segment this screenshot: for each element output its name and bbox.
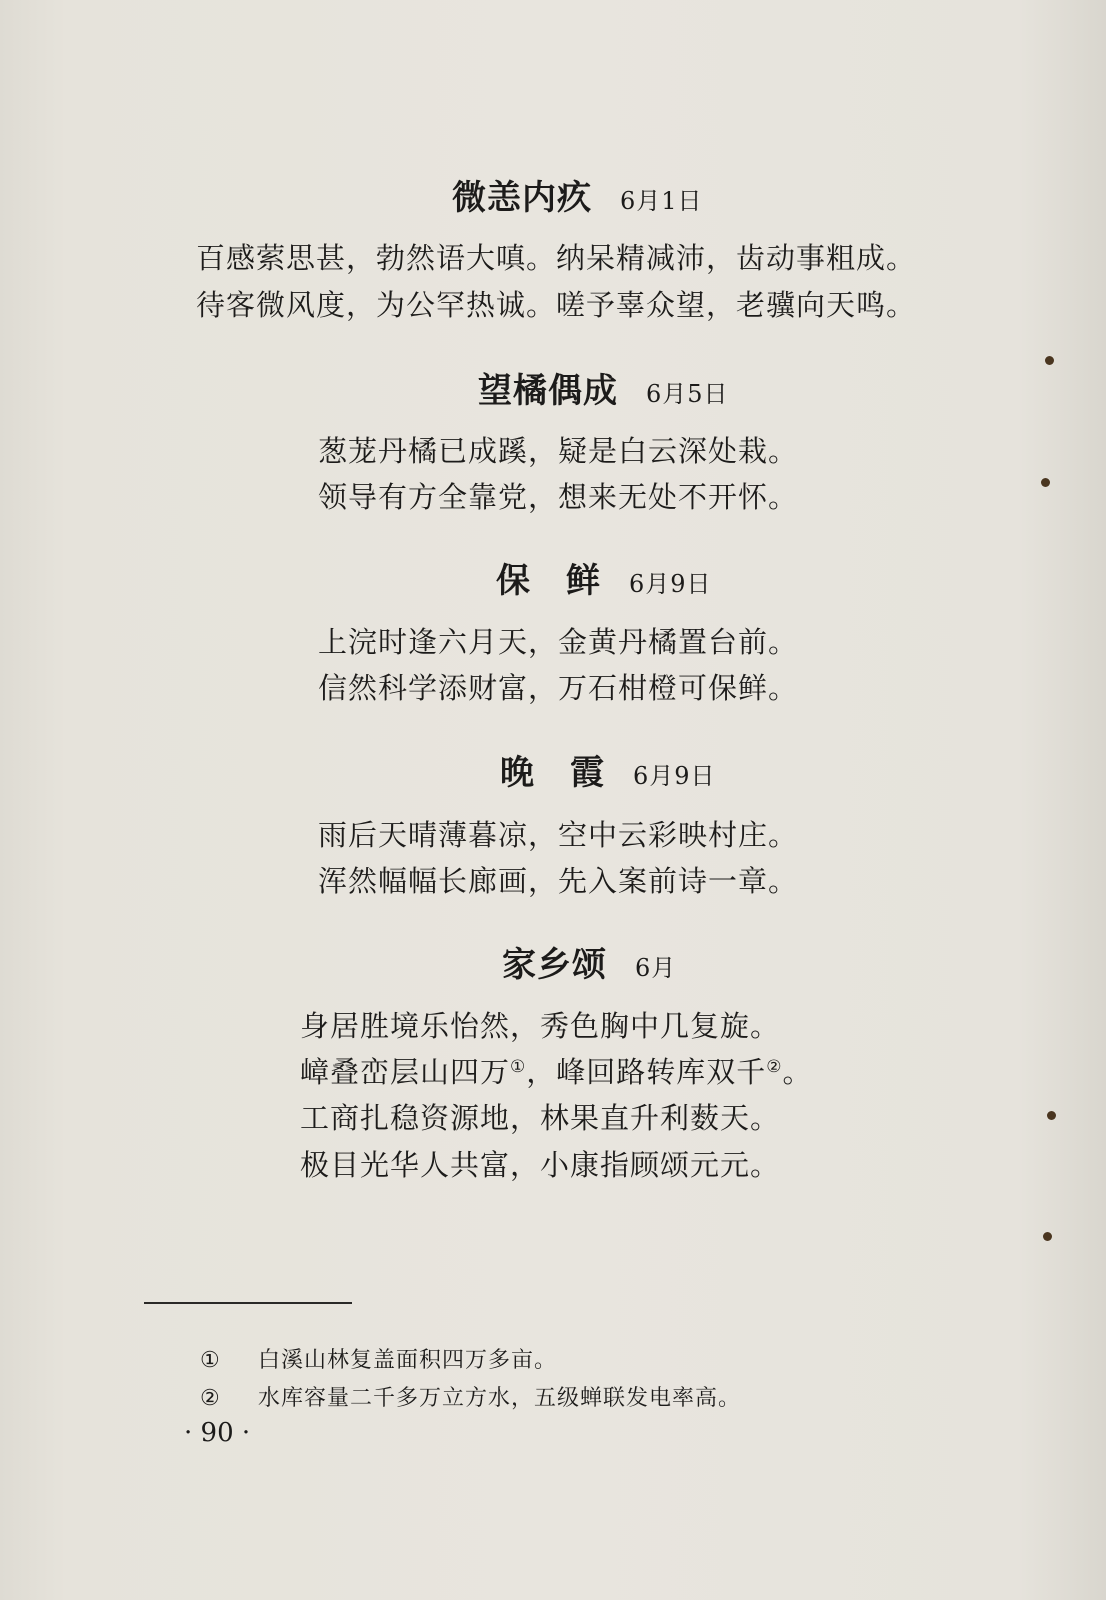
- poem-title-text: 晚 霞: [500, 753, 605, 793]
- footnote: [200, 1381, 741, 1412]
- binding-hole: [1041, 478, 1050, 487]
- poem-date: 6月: [635, 954, 677, 982]
- poem-title: [496, 553, 712, 602]
- poem-date: 6月5日: [646, 380, 729, 408]
- footnote-mark: ①: [200, 1348, 221, 1373]
- poem-title-text: 微恙内疚: [452, 178, 592, 218]
- footnote: [200, 1343, 557, 1374]
- footnote-divider: [144, 1302, 352, 1304]
- poem-line: 葱茏丹橘已成蹊，疑是白云深处栽。: [318, 434, 799, 468]
- poem-line: 百感萦思甚，勃然语大嗔。纳呆精减沛，齿动事粗成。: [196, 241, 917, 275]
- poem-line: 身居胜境乐怡然，秀色胸中几复旋。: [300, 1009, 781, 1043]
- poem-line: 极目光华人共富，小康指顾颂元元。: [300, 1148, 781, 1182]
- poem-line-part: 嶂叠峦层山四万: [300, 1055, 511, 1089]
- poem-line: 信然科学添财富，万石柑橙可保鲜。: [318, 671, 799, 705]
- footnote-text: 白溪山林复盖面积四万多亩。: [258, 1348, 558, 1373]
- poem-title-text: 家乡颂: [502, 945, 607, 985]
- binding-hole: [1045, 356, 1054, 365]
- poem-line-part: ，峰回路转库双千: [526, 1055, 767, 1089]
- poem-title: [500, 745, 716, 794]
- poem-line: 雨后天晴薄暮凉，空中云彩映村庄。: [318, 818, 799, 852]
- poem-date: 6月9日: [629, 570, 712, 598]
- binding-hole: [1043, 1232, 1052, 1241]
- poem-date: 6月1日: [620, 187, 703, 215]
- poem-title-text: 望橘偶成: [478, 371, 618, 411]
- poem-title-text: 保 鲜: [496, 561, 601, 601]
- footnote-ref: ①: [510, 1057, 527, 1077]
- poem-line: 待客微风度，为公罕热诚。嗟予辜众望，老骥向天鸣。: [196, 288, 917, 322]
- poem-line: 上浣时逢六月天，金黄丹橘置台前。: [318, 625, 799, 659]
- footnote-ref: ②: [766, 1057, 783, 1077]
- binding-hole: [1047, 1111, 1056, 1120]
- poem-line-with-notes: [300, 1050, 813, 1091]
- poem-title: [452, 170, 703, 219]
- poem-line: 浑然幅幅长廊画，先入案前诗一章。: [318, 864, 799, 898]
- footnote-text: 水库容量二千多万立方水，五级蝉联发电率高。: [258, 1386, 742, 1411]
- poem-title: [478, 363, 729, 412]
- poem-line-part: 。: [782, 1055, 813, 1089]
- poem-title: [502, 937, 676, 986]
- page-number: · 90 ·: [184, 1418, 251, 1448]
- poem-line: 工商扎稳资源地，林果直升利薮天。: [300, 1101, 781, 1135]
- poem-date: 6月9日: [633, 762, 716, 790]
- poem-line: 领导有方全靠党，想来无处不开怀。: [318, 480, 799, 514]
- footnote-mark: ②: [200, 1386, 221, 1411]
